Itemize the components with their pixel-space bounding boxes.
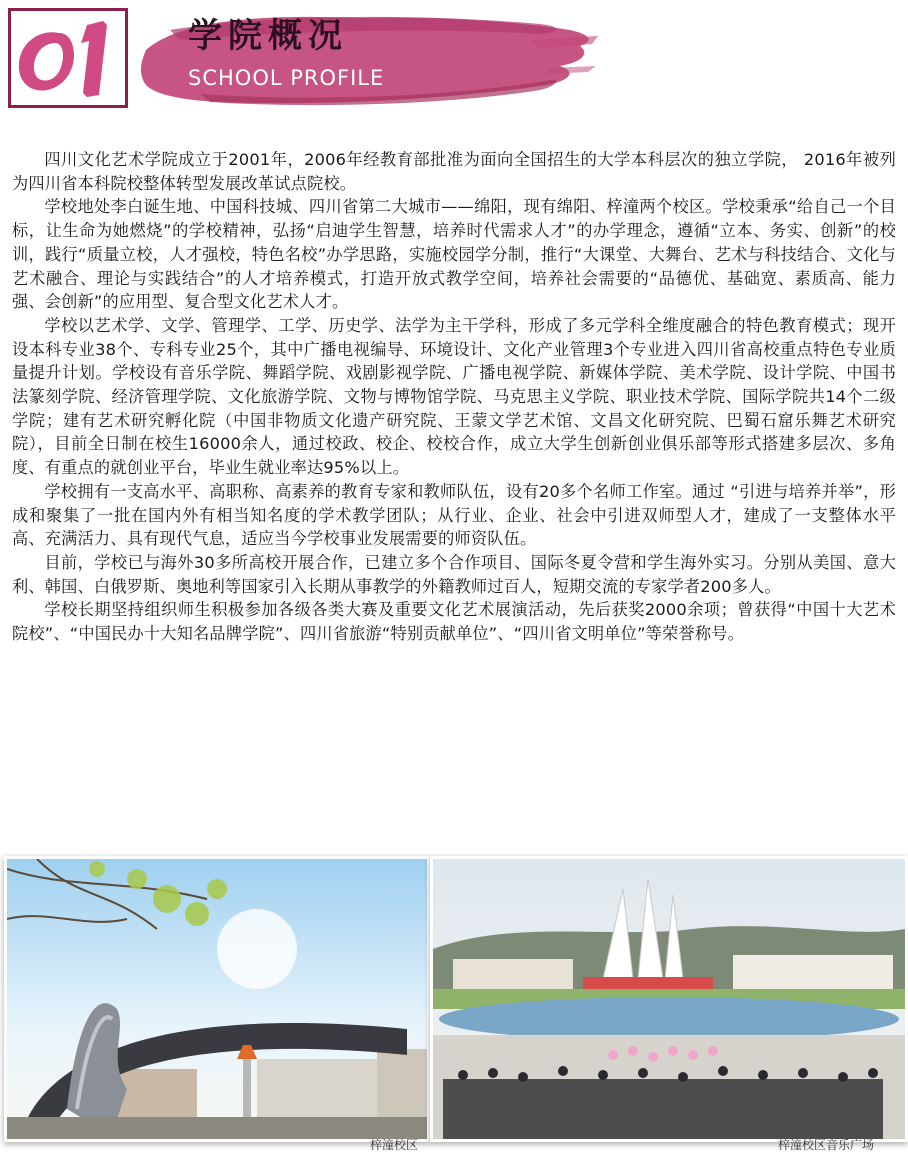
photo-campus-gate xyxy=(4,856,430,1142)
paragraph-campus: 学校地处李白诞生地、中国科技城、四川省第二大城市——绵阳，现有绵阳、梓潼两个校区。学校秉承“给自己一个目标，让生命为她燃烧”的学校精神，弘扬“启迪学生智慧，培养时代需求人才”的办学理念，遵循“立本、务实、创新”的校训，践行“质量立校，人才强校，特色名校”办学思路，实施校园学分制，推行“大课堂、大舞台、艺术与科技结合、文化与艺术融合、理论与实践结合”的人才培养模式，打造开放式教学空间，培养社会需要的“品德优、基础宽、素质高、能力强、会创新”的应用型、复合型文化艺术人才。 xyxy=(12,197,896,312)
photo-caption-campus: 梓潼校区 xyxy=(370,1138,419,1152)
article-body xyxy=(12,148,896,646)
paragraph-faculty: 学校拥有一支高水平、高职称、高素养的教育专家和教师队伍，设有20多个名师工作室。通过 “引进与培养并举”，形成和聚集了一批在国内外有相当知名度的学术教学团队；从行业、企业、社会中引进双师型人才，建成了一支整体水平高、充满活力、具有现代气息，适应当今学校事业发展需要的师资队伍。 xyxy=(12,481,896,549)
photo-caption-music-square: 梓潼校区音乐广场 xyxy=(778,1138,875,1152)
paragraph-international: 目前，学校已与海外30多所高校开展合作，已建立多个合作项目、国际冬夏令营和学生海外实习。分别从美国、意大利、韩国、白俄罗斯、奥地利等国家引入长期从事教学的外籍教师过百人，短期交流的专家学者200多人。 xyxy=(12,552,896,596)
photo-music-square xyxy=(430,856,908,1142)
paragraph-awards: 学校长期坚持组织师生积极参加各级各类大赛及重要文化艺术展演活动，先后获奖2000余项；曾获得“中国十大艺术院校”、“中国民办十大知名品牌学院”、四川省旅游“特别贡献单位”、“四川省文明单位”等荣誉称号。 xyxy=(12,600,896,644)
section-number-01 xyxy=(11,11,125,105)
paragraph-founding: 四川文化艺术学院成立于2001年，2006年经教育部批准为面向全国招生的大学本科层次的独立学院， 2016年被列为四川省本科院校整体转型发展改革试点院校。 xyxy=(12,150,896,193)
section-number-frame xyxy=(8,8,128,108)
paragraph-disciplines: 学校以艺术学、文学、管理学、工学、历史学、法学为主干学科，形成了多元学科全维度融合的特色教育模式；现开设本科专业38个、专科专业25个，其中广播电视编导、环境设计、文化产业管理3个专业进入四川省高校重点特色专业质量提升计划。学校设有音乐学院、舞蹈学院、戏剧影视学院、广播电视学院、新媒体学院、美术学院、设计学院、中国书法篆刻学院、经济管理学院、文化旅游学院、文物与博物馆学院、马克思主义学院、职业技术学院、国际学院共14个二级学院；建有艺术研究孵化院（中国非物质文化遗产研究院、王蒙文学艺术馆、文昌文化研究院、巴蜀石窟乐舞艺术研究院），目前全日制在校生16000余人，通过校政、校企、校校合作，成立大学生创新创业俱乐部等形式搭建多层次、多角度、有重点的就创业平台，毕业生就业率达95%以上。 xyxy=(12,315,896,478)
page-title: 学院概况 xyxy=(188,16,348,56)
page-subtitle: SCHOOL PROFILE xyxy=(188,66,385,90)
